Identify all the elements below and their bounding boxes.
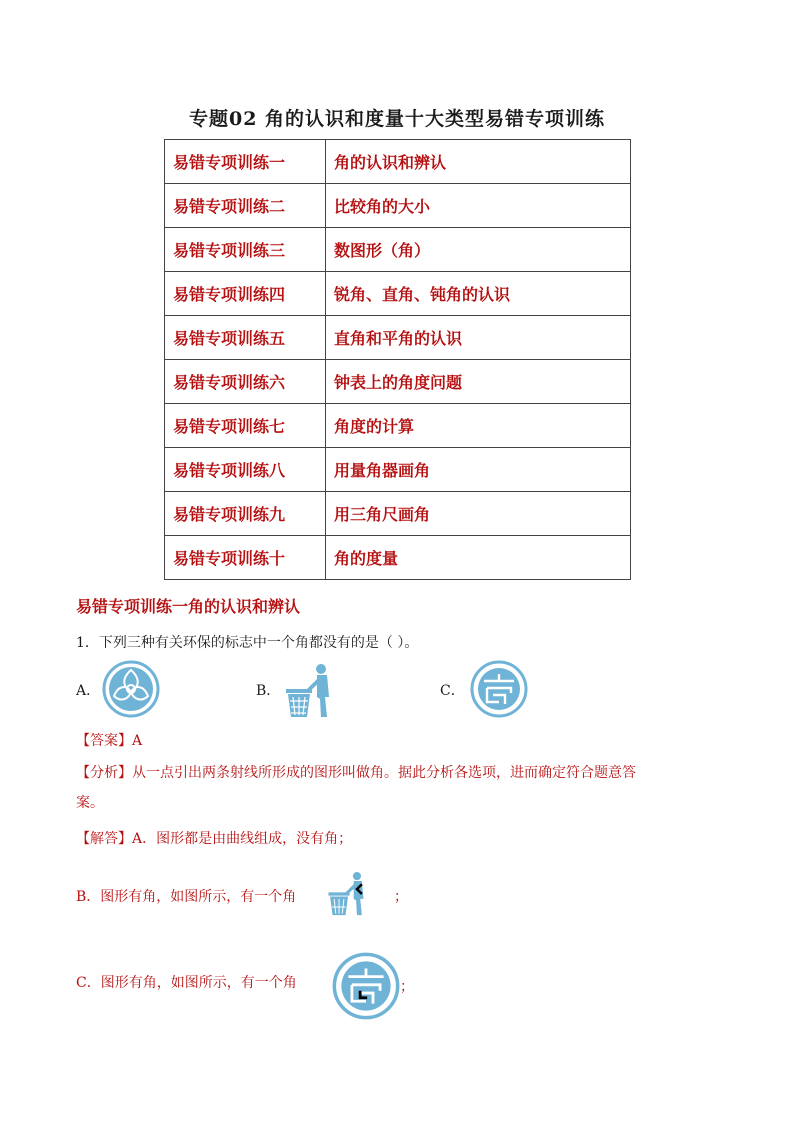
- toc-row-label: 易错专项训练十: [165, 536, 326, 580]
- analysis-line-2: 案。: [76, 795, 104, 811]
- toc-row-topic: 用三角尺画角: [326, 492, 631, 536]
- toc-row: [165, 448, 631, 492]
- toc-row: [165, 536, 631, 580]
- option-b-trash-bin-icon: [283, 663, 337, 719]
- option-b: [256, 680, 280, 700]
- question-text: 1．下列三种有关环保的标志中一个角都没有的是（ ）。: [76, 635, 419, 651]
- option-c-circle-logo-icon: [470, 660, 528, 718]
- toc-row-topic: 比较角的大小: [326, 184, 631, 228]
- solution-b-semicolon: ；: [394, 889, 408, 905]
- solution-c-circle-logo-angle-icon: [332, 952, 400, 1020]
- option-c-label: C．: [440, 683, 465, 699]
- section-title: 易错专项训练一角的认识和辨认: [76, 597, 301, 616]
- solution-b-text: B．图形有角，如图所示，有一个角: [76, 889, 297, 905]
- toc-row-topic: 钟表上的角度问题: [326, 360, 631, 404]
- toc-row-label: 易错专项训练三: [165, 228, 326, 272]
- analysis-line-1: 【分析】从一点引出两条射线所形成的图形叫做角。据此分析各选项，进而确定符合题意答: [76, 765, 636, 781]
- toc-row-topic: 角的认识和辨认: [326, 140, 631, 184]
- page-title: 专题02 角的认识和度量十大类型易错专项训练: [188, 108, 606, 130]
- toc-row-topic: 角度的计算: [326, 404, 631, 448]
- toc-row-topic: 直角和平角的认识: [326, 316, 631, 360]
- toc-table: [164, 139, 631, 580]
- toc-row-topic: 用量角器画角: [326, 448, 631, 492]
- toc-row-label: 易错专项训练一: [165, 140, 326, 184]
- toc-row: [165, 404, 631, 448]
- toc-row-label: 易错专项训练八: [165, 448, 326, 492]
- toc-row-label: 易错专项训练二: [165, 184, 326, 228]
- toc-row-label: 易错专项训练五: [165, 316, 326, 360]
- toc-row: [165, 228, 631, 272]
- solution-c-text: C．图形有角，如图所示，有一个角: [76, 975, 297, 991]
- option-a: [76, 680, 100, 700]
- toc-row-label: 易错专项训练九: [165, 492, 326, 536]
- toc-row-label: 易错专项训练四: [165, 272, 326, 316]
- option-b-label: B．: [256, 683, 281, 699]
- option-a-leaf-logo-icon: [102, 660, 160, 718]
- answer-text: 【答案】A: [76, 733, 143, 749]
- toc-row: [165, 360, 631, 404]
- solution-c-semicolon: ；: [400, 979, 414, 995]
- toc-row: [165, 140, 631, 184]
- option-a-label: A．: [76, 683, 101, 699]
- toc-row-topic: 数图形（角）: [326, 228, 631, 272]
- solution-b-trash-bin-angle-icon: [326, 870, 370, 918]
- toc-row: [165, 184, 631, 228]
- option-c: [440, 680, 465, 700]
- toc-row-label: 易错专项训练六: [165, 360, 326, 404]
- toc-row: [165, 272, 631, 316]
- toc-row-topic: 锐角、直角、钝角的认识: [326, 272, 631, 316]
- toc-row: [165, 316, 631, 360]
- toc-row-topic: 角的度量: [326, 536, 631, 580]
- toc-row-label: 易错专项训练七: [165, 404, 326, 448]
- toc-row: [165, 492, 631, 536]
- solution-a-text: 【解答】A．图形都是由曲线组成，没有角；: [76, 831, 353, 847]
